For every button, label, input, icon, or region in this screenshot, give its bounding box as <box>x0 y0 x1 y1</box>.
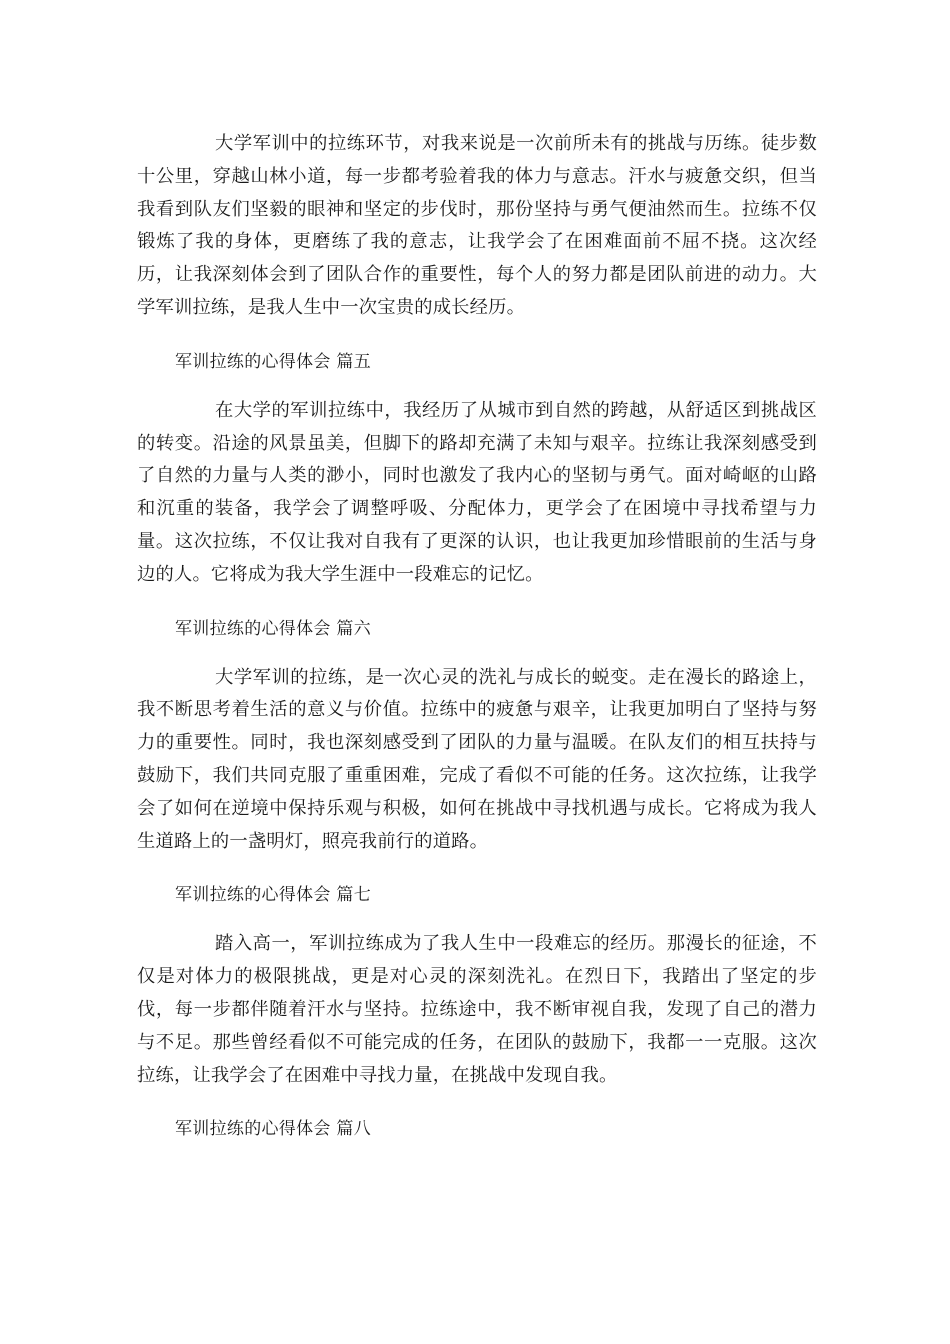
spacer <box>137 645 817 662</box>
paragraph-1: 大学军训中的拉练环节，对我来说是一次前所未有的挑战与历练。徒步数十公里，穿越山林小道，每一步都考验着我的体力与意志。汗水与疲惫交织，但当我看到队友们坚毅的眼神和坚定的步伐时，那份坚持与勇气便油然而生。拉练不仅锻炼了我的身体，更磨练了我的意志，让我学会了在困难面前不屈不挠。这次经历，让我深刻体会到了团队合作的重要性，每个人的努力都是团队前进的动力。大学军训拉练，是我人生中一次宝贵的成长经历。 <box>137 133 817 318</box>
spacer <box>137 325 817 346</box>
spacer <box>137 1092 817 1113</box>
section-heading-7: 军训拉练的心得体会 篇七 <box>175 885 372 906</box>
paragraph-2: 在大学的军训拉练中，我经历了从城市到自然的跨越，从舒适区到挑战区的转变。沿途的风景虽美，但脚下的路却充满了未知与艰辛。拉练让我深刻感受到了自然的力量与人类的渺小，同时也激发了我内心的坚韧与勇气。面对崎岖的山路和沉重的装备，我学会了调整呼吸、分配体力，更学会了在困境中寻找希望与力量。这次拉练，不仅让我对自我有了更深的认识，也让我更加珍惜眼前的生活与身边的人。它将成为我大学生涯中一段难忘的记忆。 <box>137 399 817 585</box>
section-heading-6: 军训拉练的心得体会 篇六 <box>175 618 372 639</box>
paragraph-3: 大学军训的拉练，是一次心灵的洗礼与成长的蜕变。走在漫长的路途上，我不断思考着生活的意义与价值。拉练中的疲惫与艰辛，让我更加明白了坚持与努力的重要性。同时，我也深刻感受到了团队的力量与温暖。在队友们的相互扶持与鼓励下，我们共同克服了重重困难，完成了看似不可能的任务。这次拉练，让我学会了如何在逆境中保持乐观与积极，如何在挑战中寻找机遇与成长。它将成为我人生道路上的一盏明灯，照亮我前行的道路。 <box>137 666 817 852</box>
spacer <box>137 911 817 928</box>
spacer <box>137 858 817 879</box>
spacer <box>137 592 817 613</box>
section-heading-5: 军训拉练的心得体会 篇五 <box>175 351 372 372</box>
paragraph-4: 踏入高一，军训拉练成为了我人生中一段难忘的经历。那漫长的征途，不仅是对体力的极限挑战，更是对心灵的深刻洗礼。在烈日下，我踏出了坚定的步伐，每一步都伴随着汗水与坚持。拉练途中，我不断审视自我，发现了自己的潜力与不足。那些曾经看似不可能完成的任务，在团队的鼓励下，我都一一克服。这次拉练，让我学会了在困难中寻找力量，在挑战中发现自我。 <box>137 933 817 1086</box>
section-heading-8: 军训拉练的心得体会 篇八 <box>175 1119 372 1140</box>
spacer <box>137 378 817 395</box>
document-body <box>137 128 817 1145</box>
